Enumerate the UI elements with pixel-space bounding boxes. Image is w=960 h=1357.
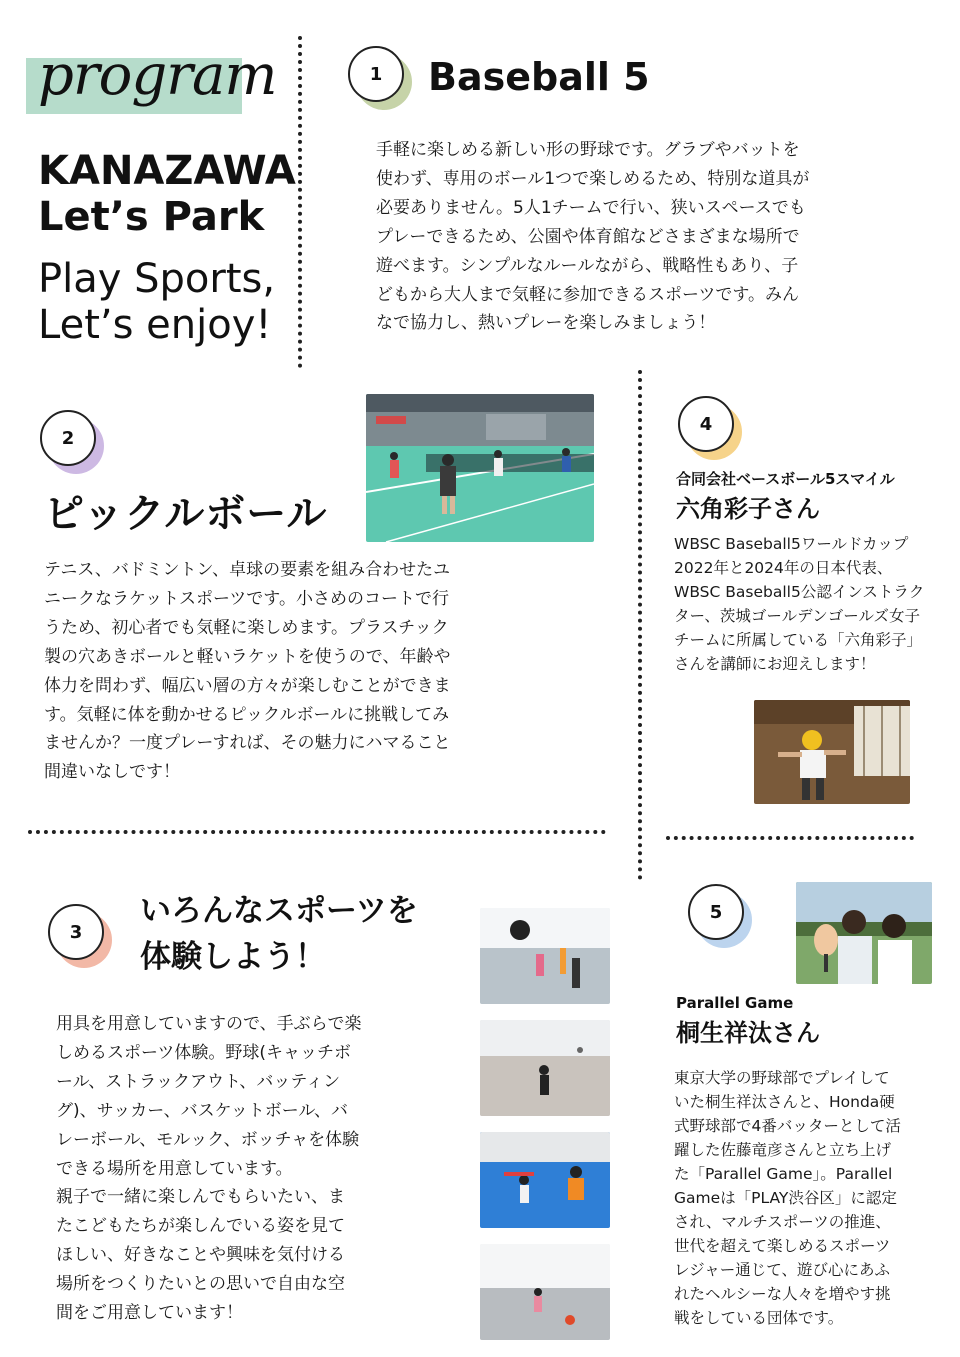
activity-photo-2	[480, 1020, 610, 1116]
section2-number: 2	[40, 410, 96, 466]
section1-body-line: 必要ありません。5人1チームで行い、狭いスペースでも	[376, 197, 806, 218]
section3-badge	[48, 904, 112, 968]
section5-body-line: 世代を超えて楽しめるスポーツ	[674, 1237, 891, 1255]
section2-body-line: 間違いなしです！	[44, 762, 180, 783]
section3-title	[140, 888, 418, 980]
section1-number: 1	[348, 46, 404, 102]
section3-body	[56, 1010, 456, 1328]
section1-badge	[348, 46, 412, 110]
section3-title-line1: いろんなスポーツを	[140, 893, 418, 929]
instructor-kiryu-photo	[796, 882, 932, 984]
section3-number: 3	[48, 904, 104, 960]
section5-body-line: いた桐生祥汰さんと、Honda硬	[674, 1093, 895, 1111]
section3-body-line: レーボール、モルック、ボッチャを体験	[56, 1129, 360, 1150]
section3-body-line: しめるスポーツ体験。野球(キャッチボ	[56, 1042, 351, 1063]
section2-title: ピックルボール	[44, 491, 328, 537]
section3-body-line: 親子で一緒に楽しんでもらいたい、ま	[56, 1187, 345, 1208]
event-tagline-line2: Let’s enjoy!	[38, 302, 272, 348]
section2-body-line: 体力を問わず、幅広い層の方々が楽しむことができま	[44, 675, 451, 696]
section3-body-line: グ)、サッカー、バスケットボール、バ	[56, 1100, 349, 1121]
section3-body-line: 間をご用意しています！	[56, 1303, 243, 1324]
section2-body-line: す。気軽に体を動かせるピックルボールに挑戦してみ	[44, 704, 450, 725]
section3-body-line: ール、ストラックアウト、バッティン	[56, 1071, 341, 1092]
section5-org: Parallel Game	[676, 994, 794, 1012]
section1-body-line: プレーできるため、公園や体育館などさまざまな場所で	[376, 226, 800, 247]
section5-body-line: Gameは「PLAY渋谷区」に認定	[674, 1189, 897, 1207]
section4-body-line: 2022年と2024年の日本代表、	[674, 559, 893, 577]
divider-vertical-middle	[638, 370, 642, 880]
section5-body-line: 戦をしている団体です。	[674, 1309, 844, 1327]
section5-body-line: 躍した佐藤竜彦さんと立ち上げ	[674, 1141, 892, 1159]
pickleball-photo	[366, 394, 594, 542]
instructor-rokkaku-photo	[754, 700, 910, 804]
event-title-line1: KANAZAWA	[38, 148, 296, 194]
section3-body-line: 用具を用意していますので、手ぶらで楽	[56, 1014, 362, 1034]
section4-body-line: チームに所属している「六角彩子」	[674, 631, 923, 649]
section2-body-line: ませんか？一度プレーすれば、その魅力にハマること	[44, 733, 451, 754]
section5-body	[674, 1066, 944, 1330]
section4-badge	[678, 396, 742, 460]
section3-body-line: できる場所を用意しています。	[56, 1158, 293, 1179]
event-title	[38, 148, 296, 240]
section4-body-line: WBSC Baseball5公認インストラク	[674, 583, 925, 601]
divider-horizontal-right	[666, 836, 914, 840]
section5-badge	[688, 884, 752, 948]
section1-body-line: 使わず、専用のボール1つで楽しめるため、特別な道具が	[376, 168, 810, 189]
section3-body-line: ほしい、好きなことや興味を気付ける	[56, 1245, 345, 1266]
section4-body-line: ター、茨城ゴールデンゴールズ女子	[674, 607, 920, 625]
event-title-line2: Let’s Park	[38, 194, 265, 240]
event-tagline-line1: Play Sports,	[38, 256, 276, 302]
section4-number: 4	[678, 396, 734, 452]
section5-name: 桐生祥汰さん	[676, 1019, 820, 1047]
section1-body-line: 遊べます。シンプルなルールながら、戦略性もあり、子	[376, 255, 799, 276]
section1-body	[376, 136, 936, 338]
section5-body-line: 式野球部で4番バッターとして活	[674, 1117, 901, 1135]
section2-body-line: ニークなラケットスポーツです。小さめのコートで行	[44, 588, 449, 609]
section3-title-line2: 体験しよう！	[140, 939, 326, 975]
section1-body-line: 手軽に楽しめる新しい形の野球です。グラブやバットを	[376, 140, 800, 160]
program-label: program	[38, 43, 277, 108]
activity-photo-3	[480, 1132, 610, 1228]
section5-body-line: 東京大学の野球部でプレイして	[674, 1069, 890, 1087]
activity-photo-1	[480, 908, 610, 1004]
divider-vertical-top	[298, 36, 302, 368]
section4-org: 合同会社ベースボール5スマイル	[676, 470, 895, 488]
section5-body-line: され、マルチスポーツの推進、	[674, 1213, 891, 1231]
section5-body-line: レジャー通じて、遊び心にあふ	[674, 1261, 890, 1279]
section2-body-line: 製の穴あきボールと軽いラケットを使うので、年齢や	[44, 646, 451, 667]
activity-photo-4	[480, 1244, 610, 1340]
section2-badge	[40, 410, 104, 474]
section5-body-line: れたヘルシーな人々を増やす挑	[674, 1285, 891, 1303]
event-tagline	[38, 256, 275, 348]
section2-body	[44, 556, 564, 787]
section4-name: 六角彩子さん	[676, 495, 820, 523]
section4-body	[674, 532, 954, 676]
section2-body-line: うため、初心者でも気軽に楽しめます。プラスチック	[44, 617, 449, 638]
section2-body-line: テニス、バドミントン、卓球の要素を組み合わせたユ	[44, 560, 451, 580]
section1-title: Baseball 5	[428, 55, 650, 99]
section5-number: 5	[688, 884, 744, 940]
section5-body-line: た「Parallel Game」。Parallel	[674, 1165, 893, 1183]
section3-body-line: たこどもたちが楽しんでいる姿を見て	[56, 1216, 345, 1237]
section1-body-line: なで協力し、熱いプレーを楽しみましょう！	[376, 313, 716, 334]
divider-horizontal-left	[28, 830, 606, 834]
section4-body-line: WBSC Baseball5ワールドカップ	[674, 535, 909, 553]
section4-body-line: さんを講師にお迎えします！	[674, 655, 876, 673]
section3-body-line: 場所をつくりたいとの思いで自由な空	[56, 1274, 345, 1295]
section1-body-line: どもから大人まで気軽に参加できるスポーツです。みん	[376, 284, 799, 305]
